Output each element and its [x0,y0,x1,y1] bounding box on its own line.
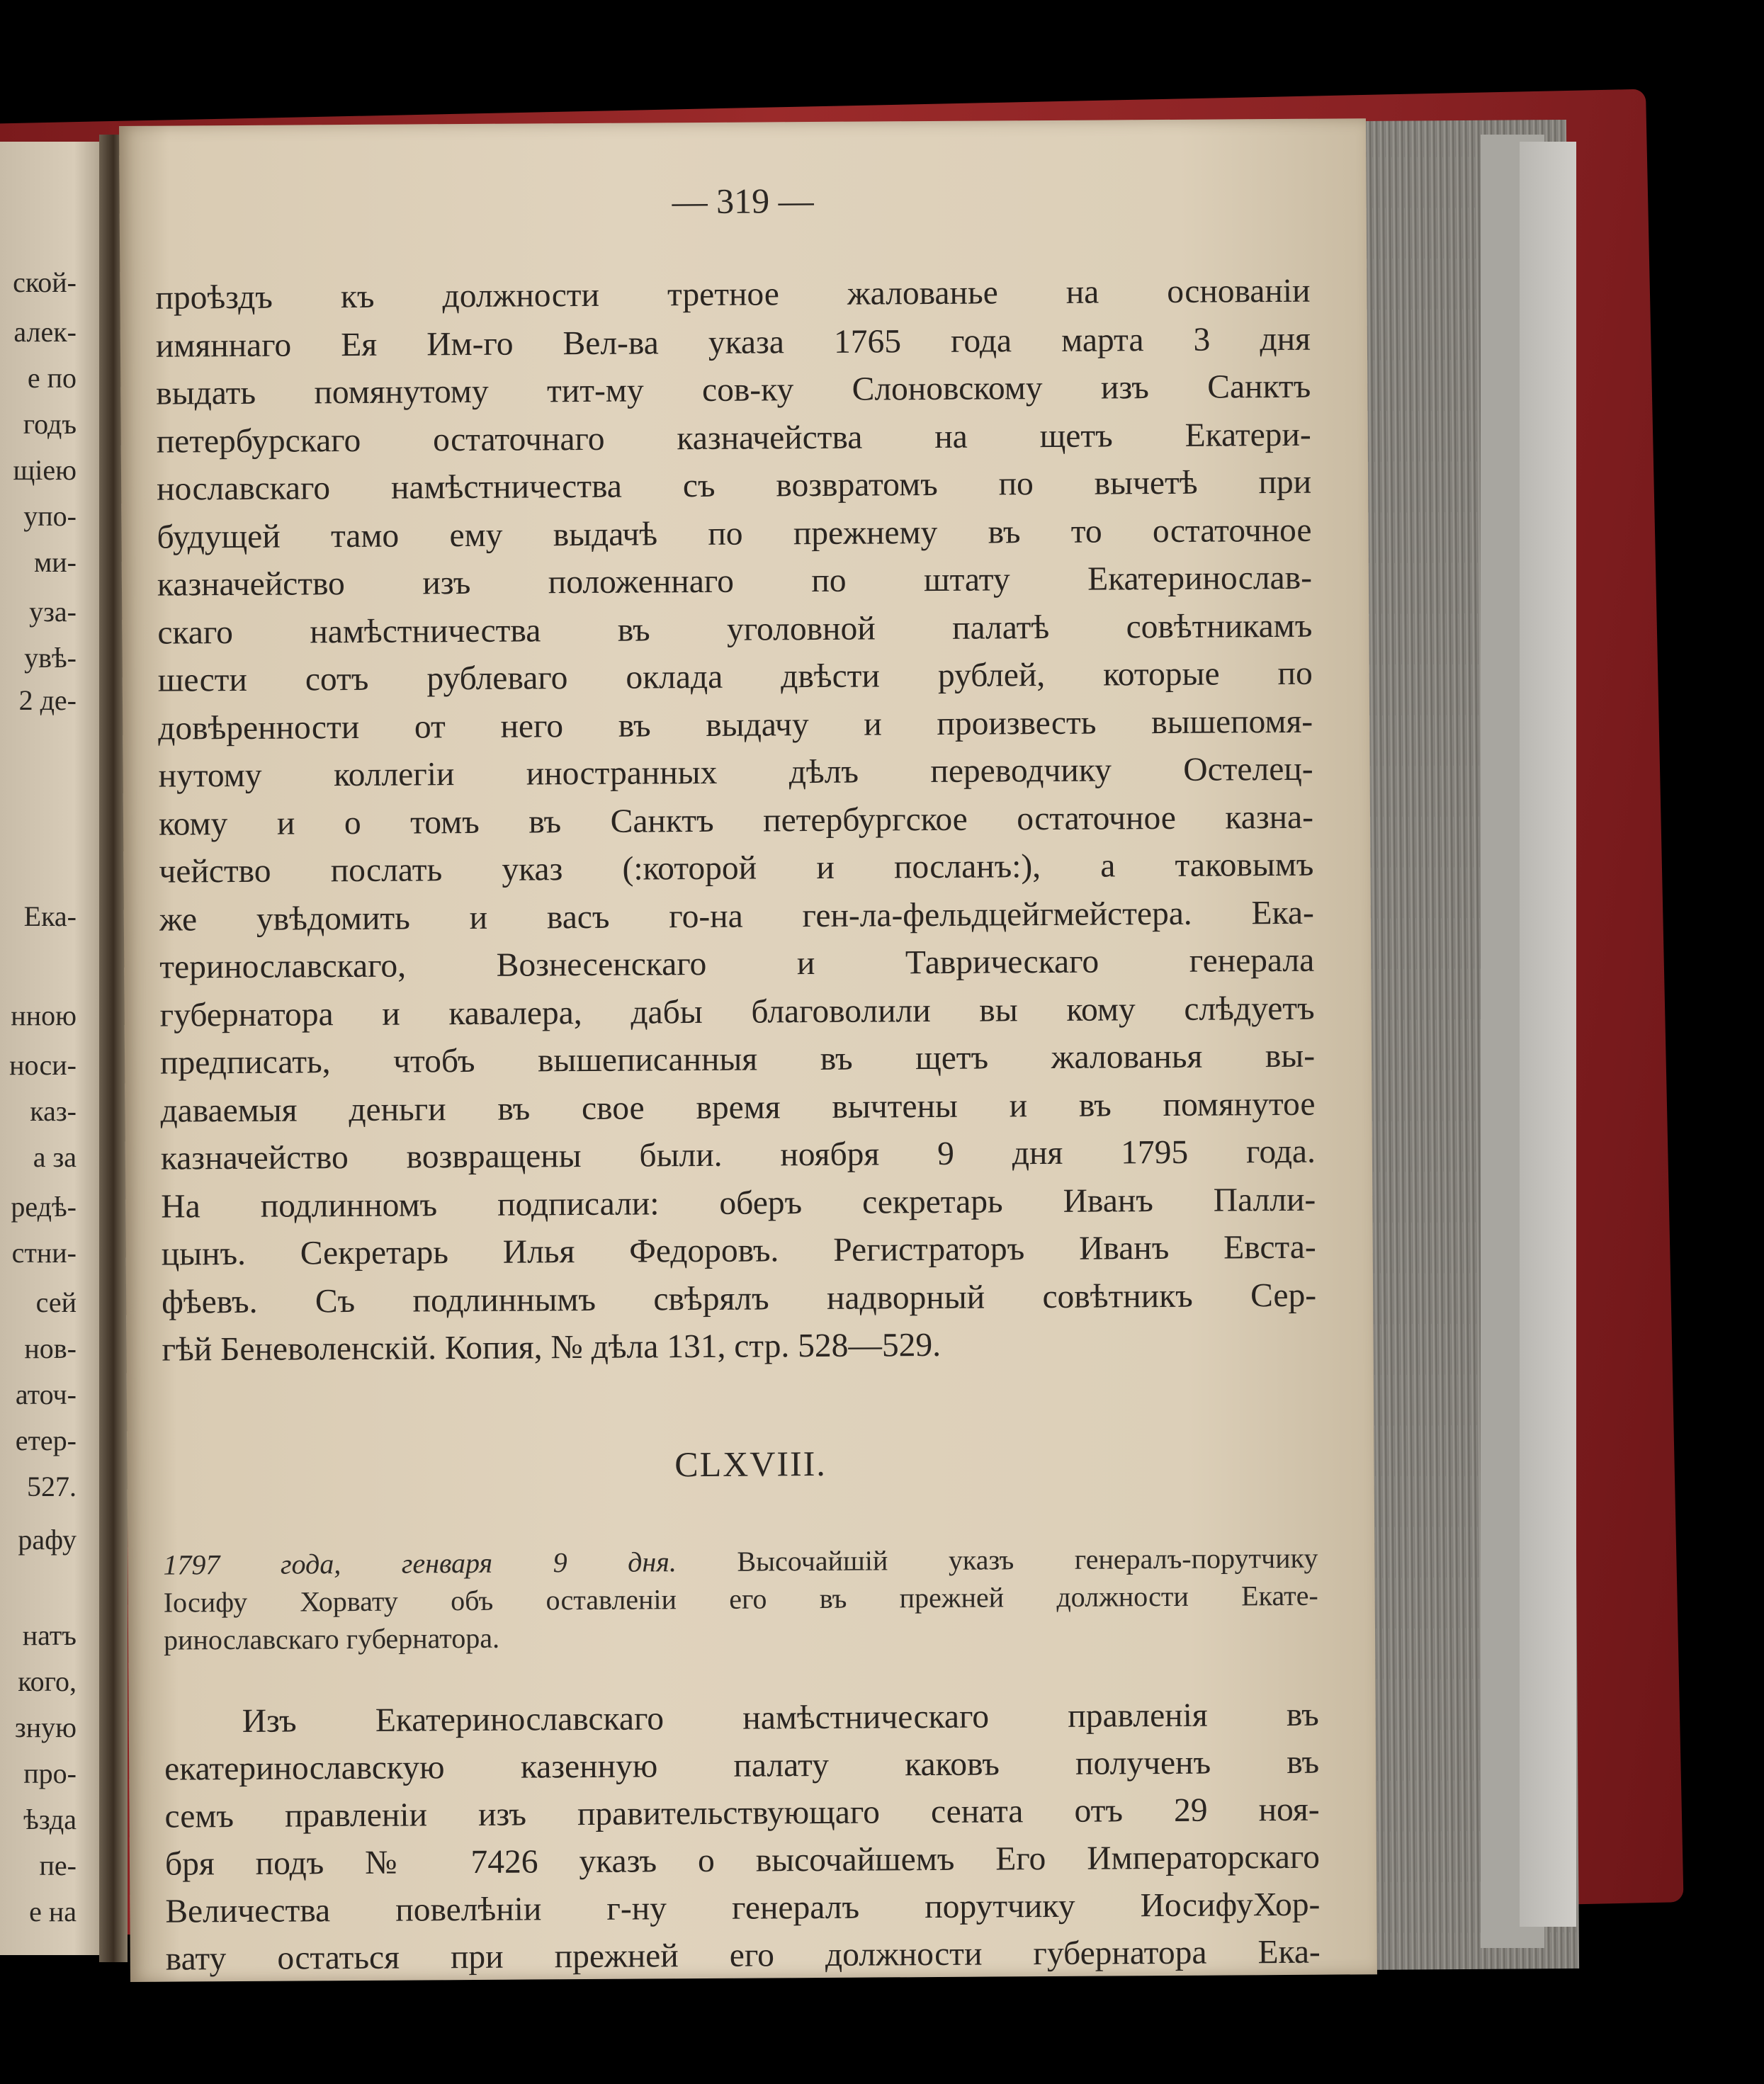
text-line: выдать помянутому тит-му сов-ку Слоновскому изъ Санктъ [156,368,1311,412]
text-line: бря подъ № 7426 указъ о высочайшемъ Его Императорскаго [164,1838,1321,1883]
previous-page-fragment: уза- [29,596,77,628]
text-line: шести сотъ рублеваго оклада двѣсти рублей, которые по [157,655,1313,699]
text-line: довѣренности от него въ выдачу и произвесть вышепомя- [158,703,1313,747]
previous-page-fragment: сей [35,1286,77,1318]
text-line: гѣй Беневоленскiй. Копия, № дѣла 131, стр. 528—529. [162,1326,942,1369]
previous-page-fragment: нною [11,999,77,1031]
text-line: фѣевъ. Съ подлиннымъ свѣрялъ надворный совѣтникъ Сер- [161,1276,1317,1321]
text-line: Величества повелѣнiи г-ну генералъ порутчику ИосифуХор- [165,1886,1321,1930]
previous-page-fragment: ми- [33,546,77,578]
text-line: казначейство изъ положеннаго по штату Екатеринослав- [157,559,1313,604]
previous-page-fragment: зную [14,1711,77,1743]
previous-page-fragment: стни- [11,1237,77,1269]
previous-page-fragment: пе- [39,1850,77,1881]
previous-page-fragment: алек- [13,316,77,348]
previous-page-fragment: каз- [30,1095,77,1127]
text-line: кому и о томъ въ Санктъ петербургское остаточное казна- [158,798,1314,843]
text-line: предписать, чтобъ вышеписанныя въ щетъ жалованья вы- [159,1037,1316,1082]
summary-date: 1797 года, генваря 9 дня. [163,1546,677,1581]
text-line: скаго намѣстничества въ уголовной палатѣ совѣтникамъ [157,607,1313,652]
previous-page-fragment: нов- [24,1332,77,1364]
document-text [164,1692,1321,1983]
previous-page-fragment: 527. [27,1471,77,1502]
previous-page-fragment: годъ [23,408,77,440]
previous-page-fragment: а за [33,1141,77,1173]
section-heading: CLXVIII. [674,1443,827,1485]
previous-page-fragment: рафу [18,1524,77,1556]
text-line: петербурскаго остаточнаго казначейства на щетъ Екатери- [156,416,1311,460]
previous-page-fragment: е по [27,362,77,394]
text-line: На подлинномъ подписали: оберъ секретарь Иванъ Палли- [161,1181,1316,1225]
previous-page-fragment: етер- [15,1425,77,1456]
text-line: теринославскаго, Вознесенскаго и Таврическаго генерала [159,941,1315,986]
previous-page-fragment: Ека- [23,900,77,932]
summary-title: Высочайшiй указъ генералъ-порутчику [676,1541,1318,1578]
text-line: казначейство возвращены были. ноября 9 дня 1795 года. [160,1133,1316,1177]
previous-page-fragment: про- [23,1757,77,1789]
page [119,118,1377,1982]
paragraph-continued [155,268,1316,1374]
previous-page-fragment: е на [29,1896,77,1927]
text-line: будущей тамо ему выдачѣ по прежнему въ то остаточное [157,511,1312,556]
page-number: — 319 — [672,181,814,222]
previous-page-fragment: ской- [13,266,77,298]
text-line: Изъ Екатеринославскаго намѣстническаго правленiя въ [242,1696,1319,1740]
previous-page-fragment: ѣзда [23,1803,77,1835]
previous-page-fragment: носи- [9,1049,77,1081]
text-line: нославскаго намѣстничества съ возвратомъ по вычетѣ при [156,463,1312,508]
previous-page-fragment: натъ [22,1619,77,1651]
text-line: же увѣдомить и васъ го-на ген-ла-фельдцейгмейстера. Ека- [159,894,1314,939]
text-line: нутому коллегiи иностранных дѣлъ переводчику Остелец- [158,750,1313,795]
text-line: екатеринославскую казенную палату каковъ полученъ въ [164,1743,1320,1788]
previous-page-fragment: 2 де- [18,684,77,716]
text-line: чейство послать указ (:которой и посланъ:), а таковымъ [159,846,1314,890]
text-line: семъ правленiи изъ правительствующаго сената отъ 29 ноя- [164,1791,1320,1835]
text-line: цынъ. Секретарь Илья Федоровъ. Регистраторъ Иванъ Евста- [161,1228,1316,1273]
text-line: проѣздъ къ должности третное жалованье на основанiи [155,272,1311,317]
text-line: вату остаться при прежней его должности губернатора Ека- [165,1933,1321,1978]
text-line: губернатора и кавалера, дабы благоволили вы кому слѣдуетъ [159,990,1315,1034]
text-line: имяннаго Ея Им-го Вел-ва указа 1765 года марта 3 дня [155,320,1311,365]
summary-line: ринославскаго губернатора. [163,1621,500,1656]
page-stack-end [1520,142,1576,1927]
document-summary [163,1539,1318,1659]
summary-line: Iосифу Хорвату объ оставленiи его въ прежней должности Екате- [163,1579,1318,1619]
previous-page-fragment: упо- [23,500,77,532]
previous-page-fragment: кого, [18,1665,77,1697]
previous-page-fragment: редѣ- [11,1191,77,1223]
text-line: даваемыя деньги въ свое время вычтены и въ помянутое [160,1085,1316,1130]
previous-page-fragment: увѣ- [24,642,77,674]
previous-page-fragment: аточ- [15,1378,77,1410]
previous-page-fragment: щiею [13,454,77,486]
